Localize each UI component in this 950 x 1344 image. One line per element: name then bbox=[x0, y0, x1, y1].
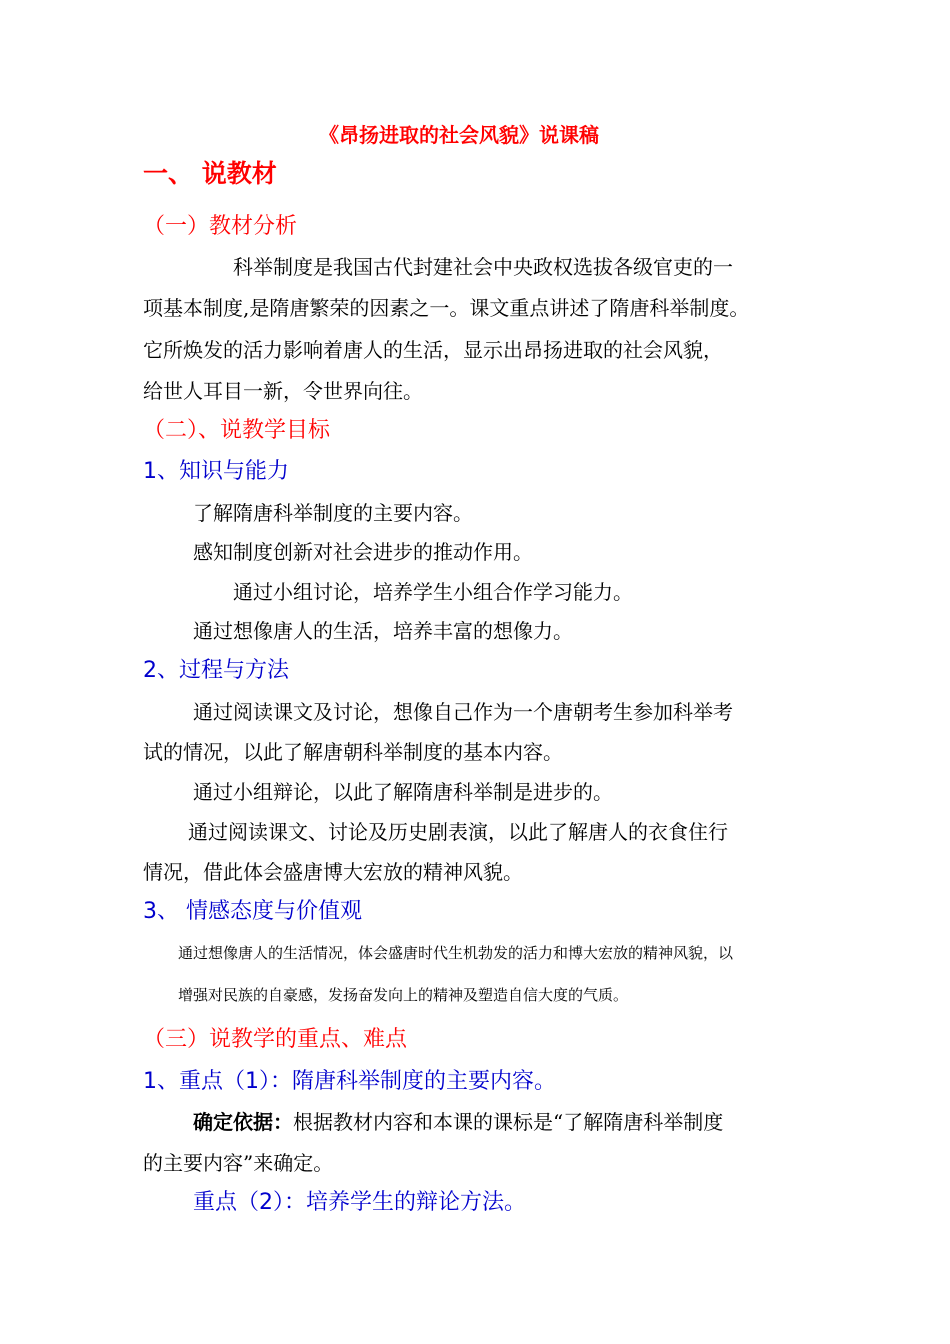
paragraph-line: 通过小组讨论，培养学生小组合作学习能力。 bbox=[233, 580, 633, 604]
paragraph-line: 项基本制度,是隋唐繁荣的因素之一。课文重点讲述了隋唐科举制度。 bbox=[143, 296, 750, 320]
subsection-heading-textbook-analysis: （一）教材分析 bbox=[143, 214, 298, 239]
paragraph-line: 情况，借此体会盛唐博大宏放的精神风貌。 bbox=[143, 860, 523, 884]
paragraph-line: 感知制度创新对社会进步的推动作用。 bbox=[193, 540, 533, 564]
subsection-heading-key-points: （三）说教学的重点、难点 bbox=[143, 1027, 408, 1052]
paragraph-line: 科举制度是我国古代封建社会中央政权选拔各级官吏的一 bbox=[233, 255, 733, 279]
paragraph-line: 通过小组辩论，以此了解隋唐科举制是进步的。 bbox=[193, 780, 613, 804]
basis-line bbox=[193, 1110, 723, 1134]
subsection-heading-teaching-goals: （二）、说教学目标 bbox=[143, 418, 331, 443]
paragraph-line: 通过阅读课文及讨论，想像自己作为一个唐朝考生参加科举考 bbox=[193, 700, 733, 724]
basis-label: 确定依据： bbox=[193, 1110, 293, 1134]
goal-heading-knowledge: 1、知识与能力 bbox=[143, 459, 289, 484]
paragraph-line: 了解隋唐科举制度的主要内容。 bbox=[193, 501, 473, 525]
paragraph-line: 通过想像唐人的生活情况，体会盛唐时代生机勃发的活力和博大宏放的精神风貌，以 bbox=[178, 944, 734, 962]
goal-heading-emotion: 3、 情感态度与价值观 bbox=[143, 899, 362, 924]
paragraph-line: 试的情况，以此了解唐朝科举制度的基本内容。 bbox=[143, 740, 563, 764]
paragraph-line: 它所焕发的活力影响着唐人的生活，显示出昂扬进取的社会风貌， bbox=[143, 338, 723, 362]
paragraph-line: 的主要内容”来确定。 bbox=[143, 1151, 334, 1175]
paragraph-line: 通过阅读课文、讨论及历史剧表演，以此了解唐人的衣食住行 bbox=[188, 820, 728, 844]
key-point-1: 1、重点（1）：隋唐科举制度的主要内容。 bbox=[143, 1069, 556, 1094]
paragraph-line: 给世人耳目一新，令世界向往。 bbox=[143, 379, 423, 403]
paragraph-line: 增强对民族的自豪感，发扬奋发向上的精神及塑造自信大度的气质。 bbox=[178, 986, 629, 1004]
basis-text: 根据教材内容和本课的课标是“了解隋唐科举制度 bbox=[293, 1110, 724, 1134]
document-title: 《昂扬进取的社会风貌》说课稿 bbox=[319, 123, 599, 147]
paragraph-line: 通过想像唐人的生活，培养丰富的想像力。 bbox=[193, 619, 573, 643]
section-heading-1: 一、 说教材 bbox=[143, 159, 277, 188]
goal-heading-process: 2、过程与方法 bbox=[143, 658, 289, 683]
key-point-2: 重点（2）：培养学生的辩论方法。 bbox=[193, 1190, 526, 1215]
